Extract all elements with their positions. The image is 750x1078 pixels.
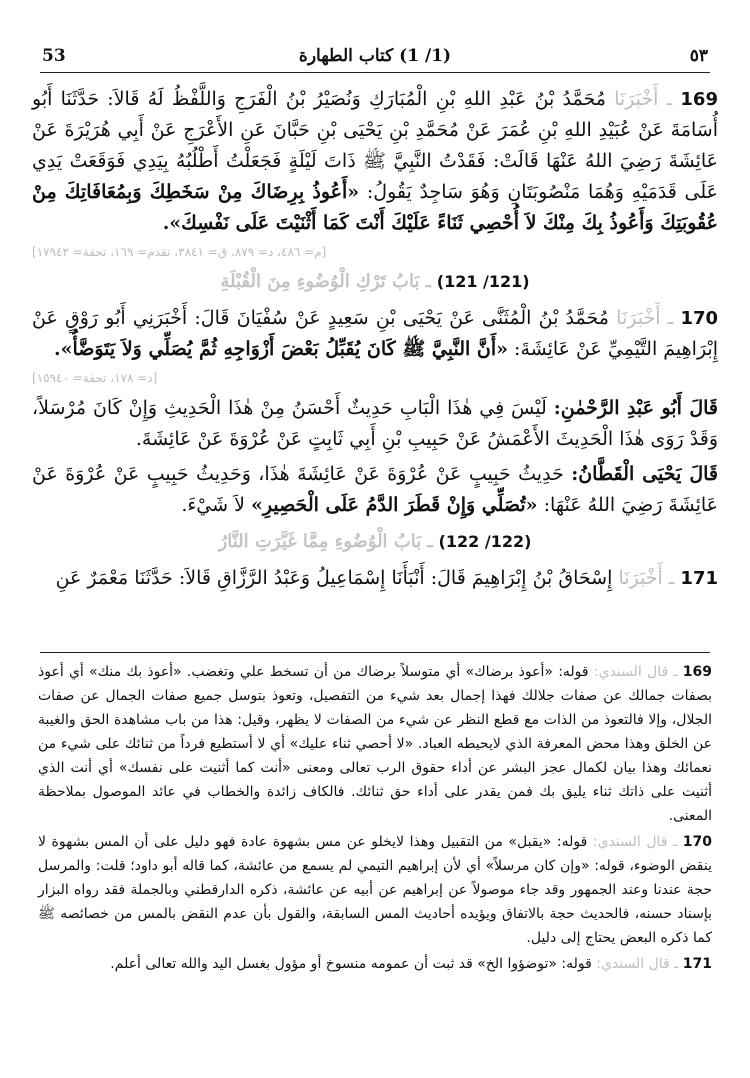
comment-text: حَدِيثُ حَبِيبٍ عَنْ عُرْوَةَ عَنْ عَائِشَةَ هٰذَا، وَحَدِيثُ حَبِيبٍ عَنْ عُرْوَةَ عَنْ عَائِشَةَ رَضِيَ اللهُ عَنْهَا: [32, 463, 718, 516]
hadith-number: 171 [680, 568, 718, 589]
note-label: ـ قال السندي: [593, 664, 678, 680]
note-number: 169 [682, 664, 713, 680]
hadith-text: مُحَمَّدُ بْنُ الْمُثَنَّى عَنْ يَحْيَى بْنِ سَعِيدٍ عَنْ سُفْيَانَ قَالَ: أَخْبَرَنِي أَبُو رَوْقٍ عَنْ إِبْرَاهِيمَ التَّيْمِيِّ عَنْ عَائِشَةَ: [32, 307, 718, 360]
comment-label: قَالَ أَبُو عَبْدِ الرَّحْمٰنِ: [553, 397, 718, 419]
chapter-heading-121 [32, 267, 718, 297]
hadith-169 [32, 84, 718, 239]
chapter-title: ـ بَابُ تَرْكِ الْوُضُوءِ مِنَ الْقُبْلَةِ [220, 271, 432, 292]
hadith-quote: «أَعُوذُ بِرِضَاكَ مِنْ سَخَطِكَ وَبِمُعَافَاتِكَ مِنْ عُقُوبَتِكَ وَأَعُوذُ بِكَ مِنْكَ لاَ أُحْصِي ثَنَاءً عَلَيْكَ أَنْتَ كَمَا أَثْنَيْتَ عَلَى نَفْسِكَ». [32, 181, 718, 234]
note-text: قوله: «يقبل» من التقبيل وهذا لايخلو عن مس بشهوة عادة فهو دليل على أن المس بشهوة لا ينقض الوضوء، قوله: «وإن كان مرسلاً» أي لأن إبراهيم التيمي لم يسمع من عائشة، كما قاله أبو داود؛ قلت: والمرسل حجة عندنا وعند الجمهور وقد جاء موصولاً عن إبراهيم عن أبيه عن عائشة، ذكره الدارقطني وبالجملة فقد رواه البزار بإسناد حسنه، فالحديث حجة بالاتفاق ويؤيده أحاديث المس السابقة، والقول بأن عدم النقض بالمس من خصائصه ﷺ كما ذكره البعض يحتاج إلى دليل. [38, 834, 712, 946]
note-text: قوله: «توضؤوا الخ» قد ثبت أن عمومه منسوخ أو مؤول بغسل اليد والله تعالى أعلم. [110, 956, 592, 972]
faded-label: ـ أَخْبَرَنَا [618, 567, 675, 589]
running-title: (1/ 1) كتاب الطهارة [298, 46, 452, 66]
hadith-text: إِسْحَاقُ بْنُ إِبْرَاهِيمَ قَالَ: أَنْبَأَنَا إِسْمَاعِيلُ وَعَبْدُ الرَّزَّاقِ قَالاَ: حَدَّثَنَا مَعْمَرٌ عَنِ [55, 567, 613, 589]
hadith-171 [32, 563, 718, 594]
note-text: قوله: «أعوذ برضاك» أي متوسلاً برضاك من أن تسخط علي وتغضب. «أعوذ بك منك» أي أعوذ بصفات جمالك عن صفات جلالك فهذا إجمال بعد شيء من التفصيل، وتعوذ بتوسل جميع صفات الجمال عن صفات الجلال، وإلا فالتعوذ من الذات مع قطع النظر عن شيء من الصفات لا يظهر، وقيل: هذا من باب مشاهدة الحق والغيبة عن الخلق وهذا محض المعرفة الذي لايحيطه العباد. «لا أحصي ثناء عليك» أي لا أستطيع فرداً من ثنائك على شيء من نعمائك وهذا بيان لكمال عجز البشر عن أداء حقوق الرب تعالى ومعنى «أنت كما أثنيت على نفسك» أي أنت الذي أثنيت على ذاتك ثناء يليق بك فمن يقدر على أداء حق ثنائك. فالكاف زائدة والخطاب في عائد الموصول بملاحظة المعنى. [38, 664, 712, 824]
comment-quote: «تُصَلِّي وَإِنْ قَطَرَ الدَّمُ عَلَى الْحَصِيرِ» [250, 494, 538, 516]
note-169 [38, 660, 712, 828]
faded-label: ـ أَخْبَرَنَا [614, 88, 673, 110]
chapter-number: (121/ 121) [436, 272, 530, 291]
faded-label: ـ أَخْبَرَنَا [616, 307, 674, 329]
note-number: 171 [682, 956, 712, 972]
page-number-arabic: ٥٣ [689, 46, 708, 66]
note-170 [38, 830, 712, 950]
hadith-text: مُحَمَّدُ بْنُ عَبْدِ اللهِ بْنِ الْمُبَارَكِ وَنُصَيْرُ بْنُ الْفَرَجِ وَاللَّفْظُ لَهُ قَالاَ: حَدَّثَنَا أَبُو أُسَامَةَ عَنْ عُبَيْدِ اللهِ بْنِ عُمَرَ عَنْ مُحَمَّدِ بْنِ يَحْيَى بْنِ حَبَّانَ عَنِ الأَعْرَجِ عَنْ أَبِي هُرَيْرَةَ عَنْ عَائِشَةَ رَضِيَ اللهُ عَنْهَا قَالَتْ: فَقَدْتُ النَّبِيَّ ﷺ ذَاتَ لَيْلَةٍ فَجَعَلْتُ أَطْلُبُهُ بِيَدِي فَوَقَعَتْ يَدِي عَلَى قَدَمَيْهِ وَهُمَا مَنْصُوبَتَانِ وَهُوَ سَاجِدٌ يَقُولُ: [32, 88, 718, 203]
note-label: ـ قال السندي: [592, 834, 678, 850]
comment-abu-abdurrahman [32, 393, 718, 455]
hadith-quote: «أَنَّ النَّبِيَّ ﷺ كَانَ يُقَبِّلُ بَعْضَ أَزْوَاجِهِ ثُمَّ يُصَلِّي وَلاَ يَتَوَضَّأُ». [53, 338, 508, 360]
comment-tail: لاَ شَيْءَ. [181, 494, 245, 516]
footnote-separator [40, 652, 710, 653]
chapter-heading-122 [32, 527, 718, 557]
hadith-170 [32, 303, 718, 365]
comment-text: لَيْسَ فِي هٰذَا الْبَابِ حَدِيثٌ أَحْسَنُ مِنْ هٰذَا الْحَدِيثِ وَإِنْ كَانَ مُرْسَلاً، وَقَدْ رَوَى هٰذَا الْحَدِيثَ الأَعْمَشُ عَنْ حَبِيبِ بْنِ أَبِي ثَابِتٍ عَنْ عُرْوَةَ عَنْ عَائِشَةَ. [32, 397, 718, 450]
page-number-latin: 53 [42, 46, 66, 66]
hadith-number: 170 [680, 308, 719, 329]
main-text [32, 84, 718, 598]
comment-yahya-qattan [32, 459, 718, 521]
note-171 [38, 952, 712, 976]
note-number: 170 [682, 834, 712, 850]
footnotes [38, 660, 712, 978]
hadith-reference: [م= ٤٨٦، د= ٨٧٩، ق= ٣٨٤١، تقدم= ١٦٩، تحفة= ١٧٩٤٢] [32, 245, 327, 259]
chapter-number: (122/ 122) [438, 532, 532, 551]
hadith-reference: [د= ١٧٨، تحفة= ١٥٩٤٠] [32, 371, 158, 385]
chapter-title: ـ بَابُ الْوُضُوءِ مِمَّا غَيَّرَتِ النَّارُ [218, 531, 433, 552]
hadith-number: 169 [680, 89, 718, 110]
comment-label: قَالَ يَحْيَى الْقَطَّانُ: [571, 463, 718, 485]
note-label: ـ قال السندي: [596, 956, 679, 972]
page-header [40, 42, 710, 73]
